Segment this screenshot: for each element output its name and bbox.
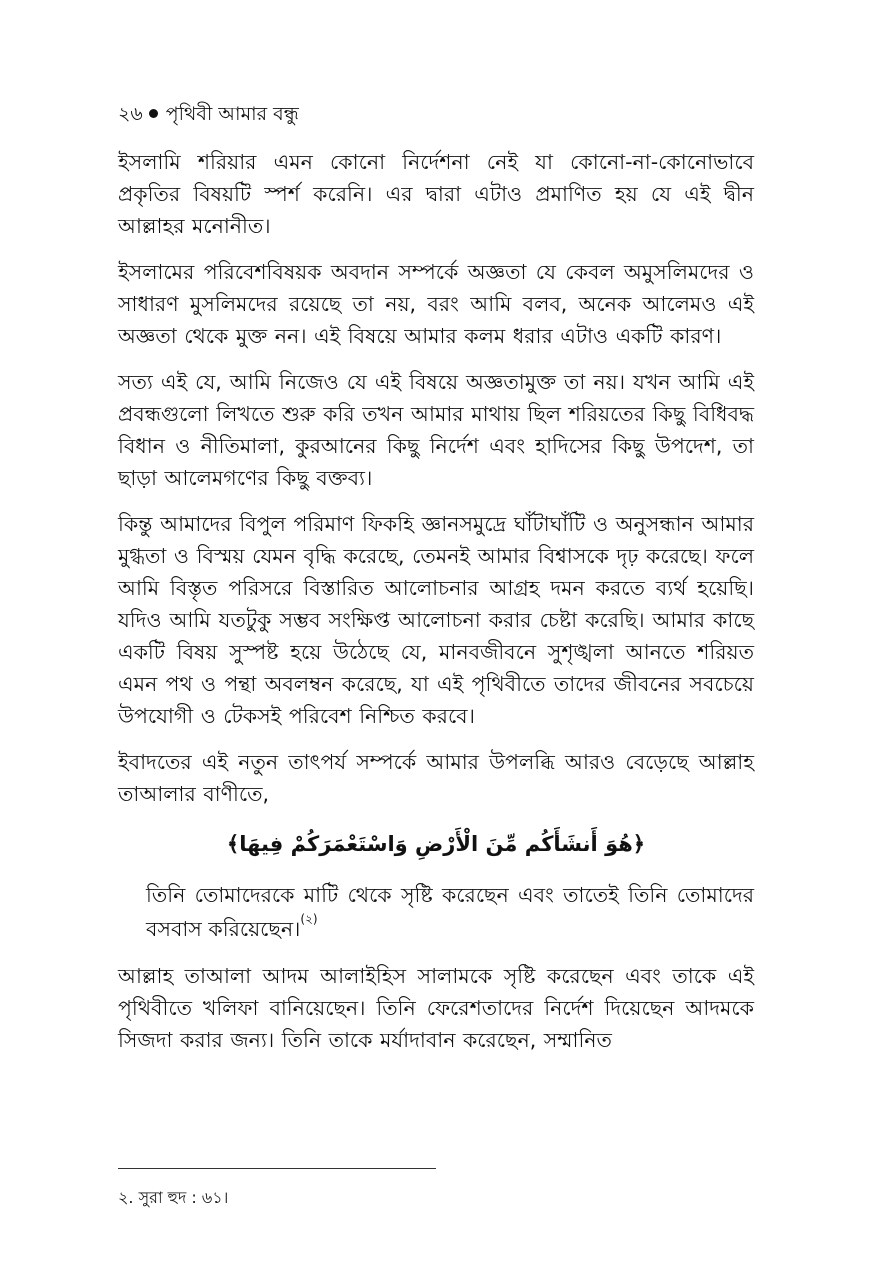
paragraph: ইসলামের পরিবেশবিষয়ক অবদান সম্পর্কে অজ্ঞতা যে কেবল অমুসলিমদের ও সাধারণ মুসলিমদের রয়েছে তা নয়, বরং আমি বলব, অনেক আলেমও এই অজ্ঞতা থেকে মুক্ত নন। এই বিষয়ে আমার কলম ধরার এটাও একটি কারণ। [118, 260, 754, 348]
paragraph: আল্লাহ তাআলা আদম আলাইহিস সালামকে সৃষ্টি করেছেন এবং তাকে এই পৃথিবীতে খলিফা বানিয়েছেন। তিনি ফেরেশতাদের নির্দেশ দিয়েছেন আদমকে সিজদা করার জন্য। তিনি তাকে মর্যাদাবান করেছেন, সম্মানিত [118, 964, 754, 1052]
body-text [118, 146, 754, 1070]
footnote: ২. সুরা হুদ : ৬১। [118, 1188, 229, 1207]
verse-translation [146, 878, 754, 946]
paragraph: ইবাদতের এই নতুন তাৎপর্য সম্পর্কে আমার উপলব্ধি আরও বেড়েছে আল্লাহ তাআলার বাণীতে, [118, 750, 754, 806]
paragraph: কিন্তু আমাদের বিপুল পরিমাণ ফিকহি জ্ঞানসমুদ্রে ঘাঁটাঘাঁটি ও অনুসন্ধান আমার মুগ্ধতা ও বিস্ময় যেমন বৃদ্ধি করেছে, তেমনই আমার বিশ্বাসকে দৃঢ় করেছে। ফলে আমি বিস্তৃত পরিসরে বিস্তারিত আলোচনার আগ্রহ দমন করতে ব্যর্থ হয়েছি। যদিও আমি যতটুকু সম্ভব সংক্ষিপ্ত আলোচনা করার চেষ্টা করেছি। আমার কাছে একটি বিষয় সুস্পষ্ট হয়ে উঠেছে যে, মানবজীবনে সুশৃঙ্খলা আনতে শরিয়ত এমন পথ ও পন্থা অবলম্বন করেছে, যা এই পৃথিবীতে তাদের জীবনের সবচেয়ে উপযোগী ও টেকসই পরিবেশ নিশ্চিত করবে। [118, 512, 754, 728]
paragraph: ইসলামি শরিয়ার এমন কোনো নির্দেশনা নেই যা কোনো-না-কোনোভাবে প্রকৃতির বিষয়টি স্পর্শ করেনি। এর দ্বারা এটাও প্রমাণিত হয় যে এই দ্বীন আল্লাহর মনোনীত। [118, 150, 754, 238]
arabic-verse: ﴿هُوَ أَنشَأَكُم مِّنَ الْأَرْضِ وَاسْتَعْمَرَكُمْ فِيهَا﴾ [226, 832, 646, 856]
paragraph: সত্য এই যে, আমি নিজেও যে এই বিষয়ে অজ্ঞতামুক্ত তা নয়। যখন আমি এই প্রবন্ধগুলো লিখতে শুরু করি তখন আমার মাথায় ছিল শরিয়তের কিছু বিধিবদ্ধ বিধান ও নীতিমালা, কুরআনের কিছু নির্দেশ এবং হাদিসের কিছু উপদেশ, তা ছাড়া আলেমগণের কিছু বক্তব্য। [118, 370, 754, 490]
book-title: পৃথিবী আমার বন্ধু [165, 103, 299, 125]
footnote-reference: (২) [300, 912, 318, 926]
translation-text: তিনি তোমাদেরকে মাটি থেকে সৃষ্টি করেছেন এবং তাতেই তিনি তোমাদের বসবাস করিয়েছেন। [146, 883, 754, 941]
bullet-separator [149, 109, 158, 118]
page-number: ২৬ [118, 103, 143, 125]
footnote-divider [118, 1168, 436, 1169]
running-header [118, 100, 299, 128]
